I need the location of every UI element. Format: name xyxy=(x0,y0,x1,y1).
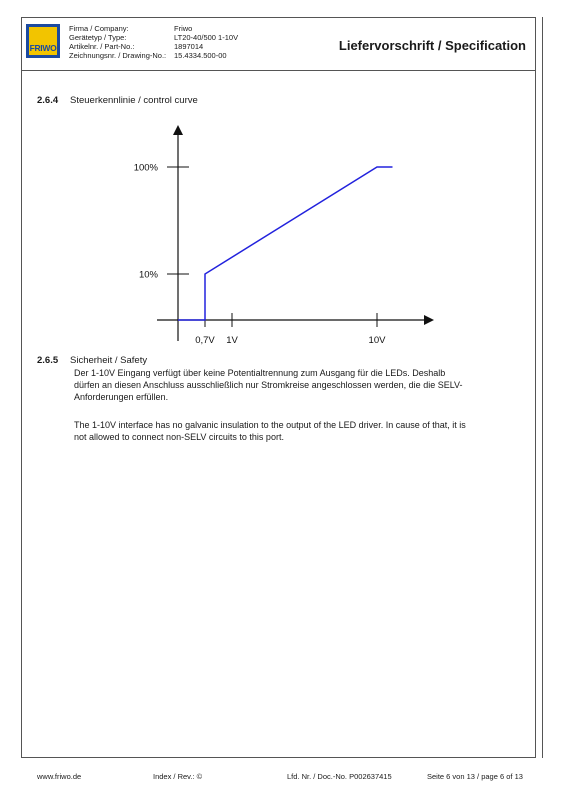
x-tick-label: 0,7V xyxy=(195,335,215,346)
type-value: LT20-40/500 1-10V xyxy=(174,33,239,42)
section-heading-2-6-5 xyxy=(37,355,147,366)
type-label: Gerätetyp / Type: xyxy=(69,33,127,42)
y-tick-label: 10% xyxy=(138,269,158,281)
logo-text: FRIWO xyxy=(29,43,57,53)
y-tick-label: 100% xyxy=(133,162,158,174)
drawing-no-label: Zeichnungsnr. / Drawing-No.: xyxy=(69,51,167,60)
footer-page: Seite 6 von 13 / page 6 of 13 xyxy=(427,772,523,781)
document-title: Liefervorschrift / Specification xyxy=(338,38,526,53)
section-number: 2.6.5 xyxy=(37,355,59,366)
footer-doc-no: Lfd. Nr. / Doc.-No. P002637415 xyxy=(287,772,392,781)
company-value: Friwo xyxy=(174,24,193,33)
safety-paragraph-en: The 1-10V interface has no galvanic insulation to the output of the LED driver. In cause of that, it is not allowed to connect non-SELV circuits to this port. xyxy=(74,420,466,442)
company-label: Firma / Company: xyxy=(69,24,129,33)
footer-index: Index / Rev.: © xyxy=(153,772,203,781)
safety-paragraph-de: Der 1-10V Eingang verfügt über keine Potentialtrennung zum Ausgang für die LEDs. Deshalb dürfen an diesen Anschluss ausschließlich nur Stromkreise angeschlossen werden, die die SELV- Anforderungen erfüllen. xyxy=(74,368,463,402)
x-tick-label: 10V xyxy=(368,335,386,346)
part-no-value: 1897014 xyxy=(174,42,204,51)
section-title: Steuerkennlinie / control curve xyxy=(70,95,198,106)
x-tick-label: 1V xyxy=(226,335,238,346)
section-title: Sicherheit / Safety xyxy=(70,355,148,366)
footer-website: www.friwo.de xyxy=(37,772,82,781)
section-number: 2.6.4 xyxy=(37,95,59,106)
part-no-label: Artikelnr. / Part-No.: xyxy=(69,42,135,51)
control-curve-line xyxy=(178,167,393,320)
drawing-no-value: 15.4334.500-00 xyxy=(174,51,227,60)
